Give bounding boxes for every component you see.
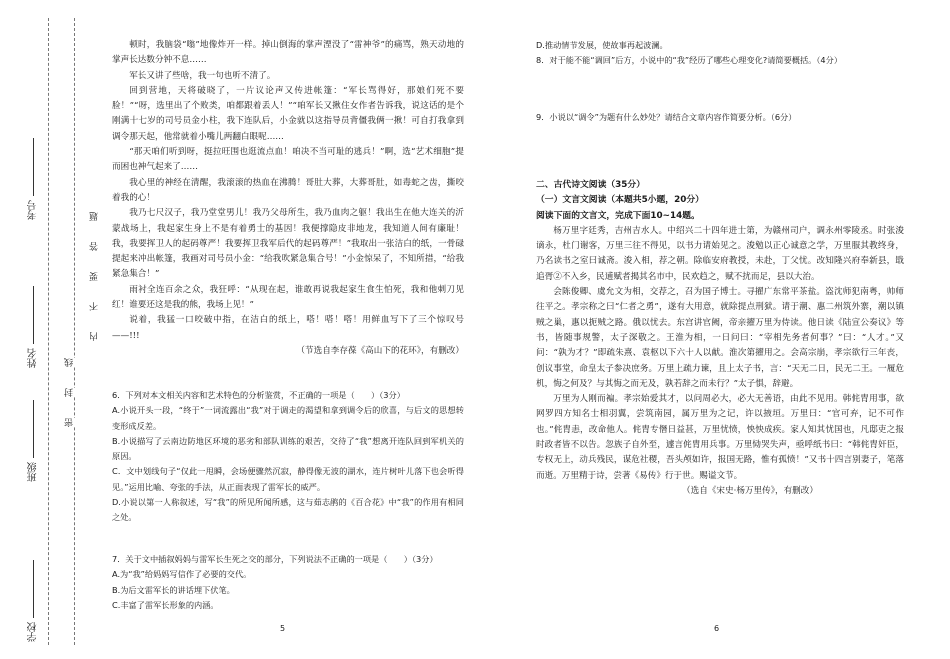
- classical-paragraph: 会陈俊卿、虞允文为相，交荐之，召为国子博士。寻擢广东常平茶盐。盗沈师犯南粤，帅师往平之。孝宗称之曰“仁者之勇”，遂有大用意，就除提点刑狱。请于潮、惠二州筑外寨，潮以镇贼之巢，惠以扼贼之路。俄以忧去。东宫讲官阙，帝亲擢万里为侍读。他日读《陆宣公奏议》等书，皆随事规警，太子深敬之。王淮为相，一日问曰：“宰相先务者何事？”曰：“人才。”又问：“孰为才？”即疏朱熹、袁枢以下六十人以献。淮次第擢用之。会高宗崩，孝宗欲行三年丧，创议事堂，命皇太子参决庶务。万里上疏力谏，且上太子书，言：“天无二日，民无二王。一履危机，悔之何及？与其悔之而无及，孰若辞之而未行？”太子惧，辞避。: [536, 287, 904, 389]
- note-char: 内: [90, 332, 100, 341]
- right-page: [536, 0, 904, 659]
- story-paragraph: 我乃七尺汉子，我乃堂堂男儿！我乃父母所生，我乃血肉之躯！我出生在他大连关的沂蒙战场上，我起家生身上不是有着勇士的基因！我便撑隐皮非地龙，我知道人间有廉耻！我，我要挥卫人的起码尊严！我要挥卫我军后代的起码尊严！”我取出一张洁白的纸，一骨碌提起来冲出帐篷，我画对司号员小金：“给我吹紧急集合号！”小金惊呆了，不知所措，“给我紧急集合！”: [112, 208, 464, 280]
- outer-seal-line: [48, 18, 49, 645]
- story-paragraph: 雨衬全连百余之众，我狂呼：“从现在起，谁敢再说我起家生食生怕死，我和他刺刀见红！谁要还这是我的熊，我场上见！”: [112, 284, 464, 311]
- note-char: 答: [90, 242, 100, 251]
- classical-source: （选自《宋史·杨万里传》，有删改）: [682, 485, 818, 496]
- question-6: [112, 388, 464, 526]
- question-7: [112, 552, 464, 613]
- left-page: [112, 0, 464, 659]
- classical-section: [536, 178, 904, 499]
- story-paragraph: “那天咱们听到呀，挺拉旺围也逛流点血！咱决不当可耻的逃兵！”啊，选“艺术细胞”提而困也神气起来了……: [112, 147, 464, 173]
- story-paragraph: 我心里的神经在清醒，我滚滚的热血在沸腾！哥肚大葬，大葬哥肚，如毒蛇之齿，撕咬着我的心！: [112, 177, 464, 203]
- binding-margin: [0, 0, 110, 659]
- question-stem: 7．关于文中插叙妈妈与雷军长生死之交的部分，下列说法不正确的一项是（ ）（3分）: [112, 554, 438, 564]
- page-number: 5: [280, 624, 286, 633]
- answer-option[interactable]: D.推动情节发展，使故事再起波澜。: [536, 40, 668, 50]
- exam-number-field[interactable]: [26, 138, 41, 220]
- note-char: 题: [90, 212, 100, 221]
- question-7-d: [536, 38, 904, 69]
- name-field[interactable]: [26, 286, 41, 368]
- answer-option[interactable]: B.小说描写了云南边防地区环境的恶劣和部队训练的艰苦，交待了“我”想离开连队回到军机关的原因。: [112, 435, 464, 462]
- seal-char: 线: [65, 358, 75, 367]
- page-number: 6: [714, 624, 720, 633]
- question-stem: 6．下列对本文相关内容和艺术特色的分析鉴赏，不正确的一项是（ ）（3分）: [112, 390, 405, 400]
- class-label: 班级: [28, 462, 39, 482]
- answer-option[interactable]: A.小说开头一段，“终于”一词流露出“我”对于调走的渴望和拿到调令后的欣喜，与后文的思想转变形成反差。: [112, 405, 464, 431]
- story-excerpt: [112, 38, 464, 359]
- class-field[interactable]: [26, 400, 41, 482]
- reading-instruction: 阅读下面的文言文，完成下面10~14题。: [536, 210, 700, 221]
- question-8: 8．对于能不能“调回”后方，小说中的“我”经历了哪些心理变化?请简要概括。（4分）: [536, 55, 843, 66]
- question-9-block: [536, 110, 904, 125]
- answer-option[interactable]: D.小说以第一人称叙述，写“我”的所见所闻所感，这与茹志鹃的《百合花》中“我”的作用有相同之处。: [112, 497, 464, 523]
- subsection-heading: （一）文言文阅读（本题共5小题，20分）: [536, 195, 704, 206]
- inner-seal-line: [74, 18, 75, 645]
- question-9: 9．小说以“调令”为题有什么妙处？请结合文章内容作简要分析。（6分）: [536, 112, 797, 122]
- classical-paragraph: 杨万里字廷秀，吉州吉水人。中绍兴二十四年进士第，为赣州司户，调永州零陵丞。时张浚谪永，杜门谢客，万里三往不得见，以书力请始见之。浚勉以正心诚意之学，万里服其教终身，乃名读书之室曰诚斋。浚入相，荐之朝。除临安府教授，未赴，丁父忧。改知隆兴府奉新县，戢追胥②不入乡，民逋赋者揭其名市中，民欢趋之，赋不扰而足，县以大治。: [536, 225, 904, 282]
- answer-option[interactable]: B.为后文雷军长的讲话埋下伏笔。: [112, 584, 235, 595]
- story-paragraph: 回到营地，天将破晓了，一片议论声又传进帐篷：“军长骂得好，那娘们死不要脸！”“呀，选里出了个败类，咱都跟着丢人！”“咱军长又揪住女作者告诉我，说这话的是个刚满十七岁的司号员金小柱，我下连队后，小金就以这指导员背僵我俩一揪！可自打我拿到调令那天起，他常就着小嘴儿两翻白眼呢……: [112, 85, 464, 142]
- note-char: 要: [90, 272, 100, 281]
- seal-char: 封: [65, 388, 75, 397]
- story-source: （节选自李存葆《高山下的花环》，有删改）: [296, 345, 464, 356]
- answer-option[interactable]: C．文中划线句子“仅此一甩瞬，会场便骤然沉寂，静得像无波的湖水，连片树叶儿落下也会听得见。”运用比喻、夸张的手法，从正面表现了雷军长的威严。: [112, 466, 464, 492]
- school-label: 学校: [28, 622, 39, 642]
- section-heading: 二、古代诗文阅读（35分）: [536, 180, 646, 190]
- story-paragraph: 军长又讲了些啥，我一句也听不清了。: [129, 70, 276, 81]
- classical-paragraph: 万里为人刚而褊。孝宗始爱其才，以问周必大，必大无善语，由此不见用。韩侂胄用事，欲网罗四方知名士相羽翼，尝筑南园，属万里为之记，许以掖垣。万里曰：“官可弃，记不可作也。”侂胄恚，改命他人。侂胄专僭日益甚，万里忧愤，怏怏成疾。家人知其忧国也，凡邸吏之报时政者皆不以告。忽族子自外至，遽言侂胄用兵事。万里恸哭失声，亟呼纸书曰：“韩侂胄奸臣，专权无上，动兵残民，谋危社稷，吾头颅如许，报国无路，惟有孤愤！”又书十四言别妻子，笔落而逝。万里精于诗，尝著《易传》行于世。赐谥文节。: [536, 394, 904, 481]
- seal-char: 密: [65, 418, 75, 427]
- answer-option[interactable]: A.为“我”给妈妈写信作了必要的交代。: [112, 569, 252, 580]
- answer-option[interactable]: C.丰富了雷军长形象的内涵。: [112, 599, 219, 610]
- note-char: 不: [90, 302, 100, 311]
- name-label: 姓名: [28, 348, 39, 368]
- story-paragraph: 顿时，我脑袋“嗡”地像炸开一样。掉山倒海的掌声湮没了“雷神爷”的痛骂，熟天动地的掌声长达数分钟不息……: [112, 40, 464, 66]
- school-field[interactable]: [26, 560, 41, 642]
- exam-number-label: 考号: [28, 200, 39, 220]
- story-paragraph: 说着，我猛一口咬破中指，在洁白的纸上，嗒！嗒！嗒！用鲜血写下了三个惊叹号——!!!: [112, 315, 464, 341]
